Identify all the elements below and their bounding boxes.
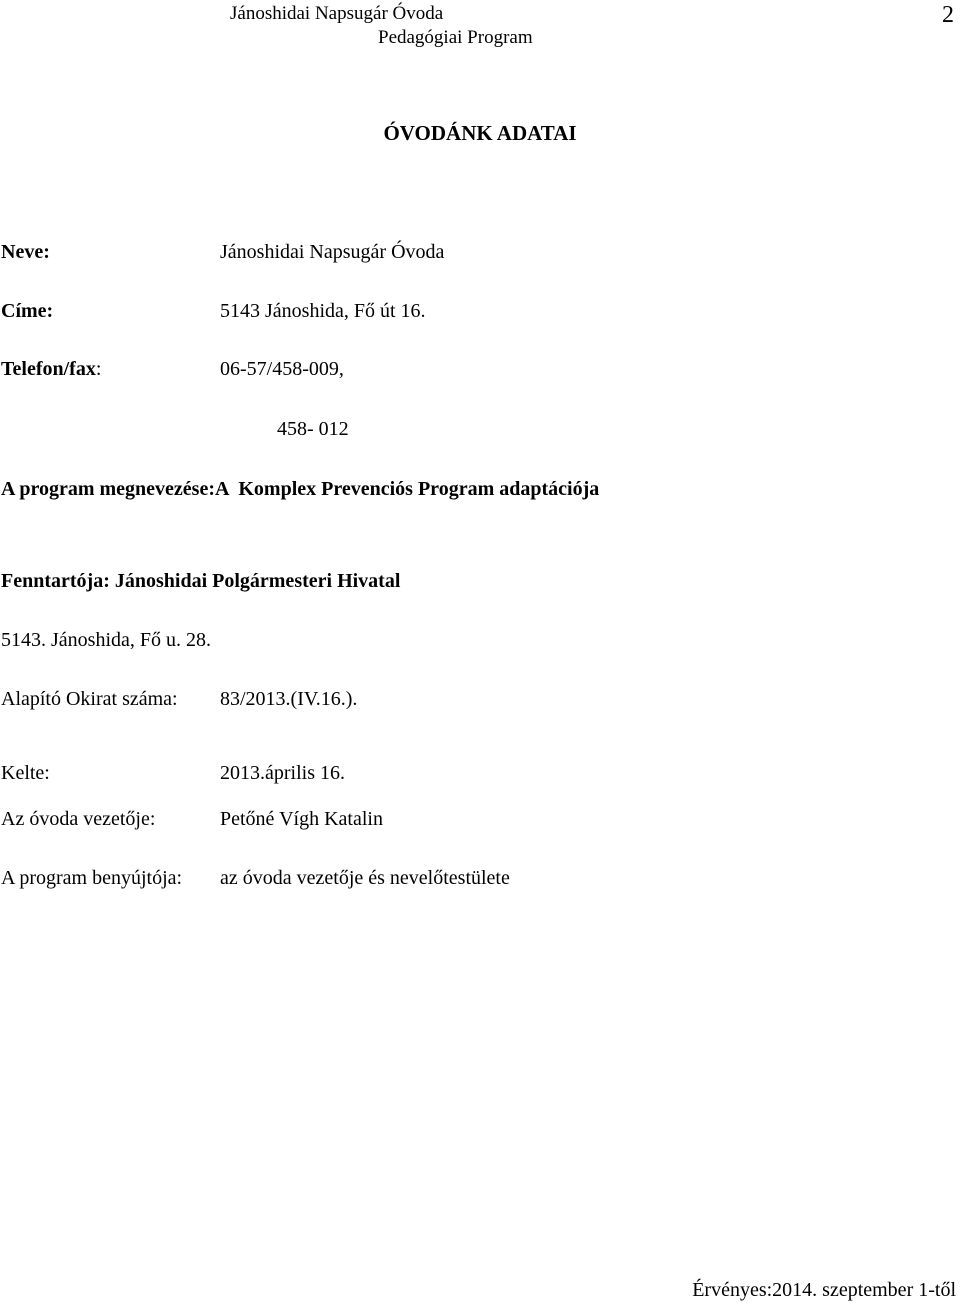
head-label: Az óvoda vezetője: — [1, 808, 156, 830]
maintainer-row — [1, 570, 400, 593]
charter-value: 83/2013.(IV.16.). — [220, 688, 358, 710]
address-value: 5143 Jánoshida, Fő út 16. — [220, 300, 426, 322]
submitter-label: A program benyújtója: — [1, 867, 183, 889]
name-label: Neve: — [1, 241, 50, 263]
name-value: Jánoshidai Napsugár Óvoda — [220, 241, 445, 263]
page-title: ÓVODÁNK ADATAI — [383, 121, 577, 145]
program-value: A Komplex Prevenciós Program adaptációja — [215, 478, 600, 500]
phone-label-colon: : — [95, 358, 102, 380]
footer-validity: Érvényes:2014. szeptember 1-től — [692, 1279, 956, 1301]
phone-label — [1, 358, 101, 381]
charter-label: Alapító Okirat száma: — [1, 688, 178, 710]
date-label: Kelte: — [1, 762, 50, 784]
head-value: Petőné Vígh Katalin — [220, 808, 383, 830]
header-school-name: Jánoshidai Napsugár Óvoda — [230, 3, 444, 24]
phone-value-2: 458- 012 — [277, 418, 349, 440]
phone-value-1: 06-57/458-009, — [220, 358, 344, 380]
submitter-value: az óvoda vezetője és nevelőtestülete — [220, 867, 510, 889]
program-label: A program megnevezése: — [1, 478, 216, 500]
header-document-name: Pedagógiai Program — [378, 27, 533, 48]
maintainer-address: 5143. Jánoshida, Fő u. 28. — [1, 629, 211, 651]
date-value: 2013.április 16. — [220, 762, 345, 784]
maintainer-value: Jánoshidai Polgármesteri Hivatal — [114, 570, 401, 592]
address-label: Címe: — [1, 300, 54, 322]
maintainer-label: Fenntartója: — [1, 570, 110, 592]
page-number: 2 — [942, 2, 954, 28]
program-name-row — [1, 478, 599, 501]
phone-label-text: Telefon/fax — [1, 358, 96, 380]
